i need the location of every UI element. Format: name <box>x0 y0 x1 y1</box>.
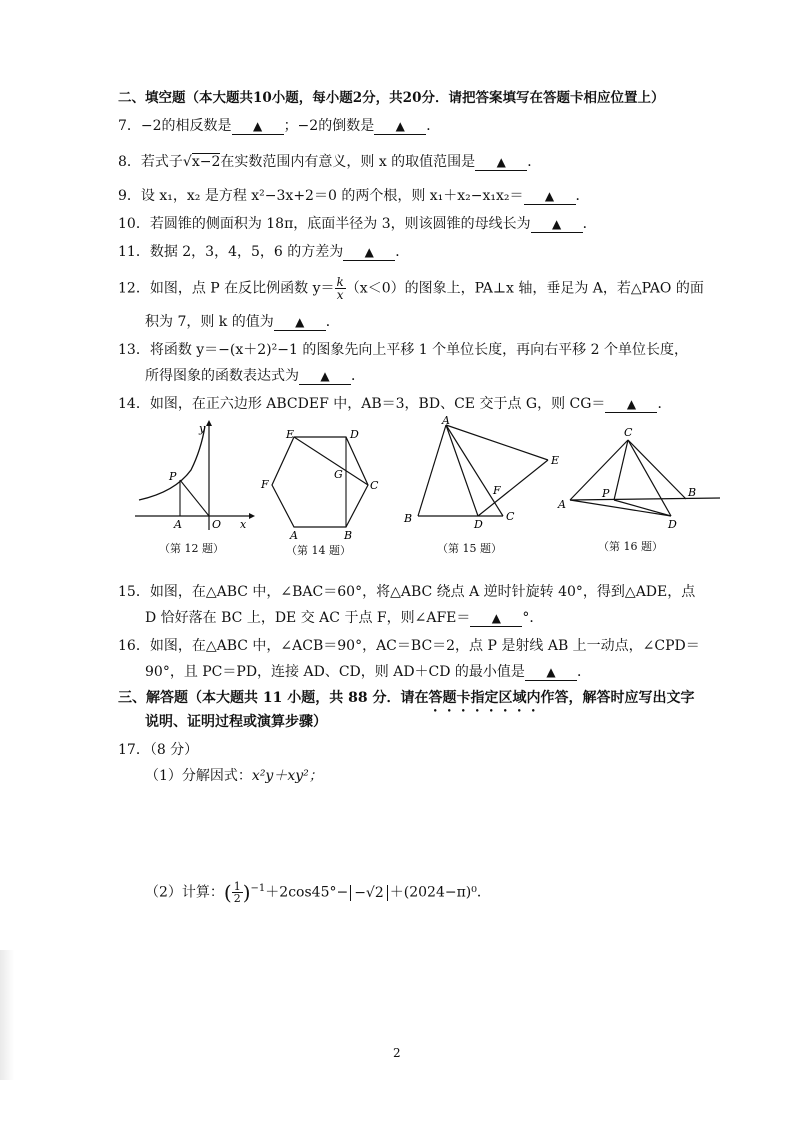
q16-end: ． <box>576 664 591 680</box>
figure-14 <box>258 428 388 542</box>
q13-line2-text: 所得图象的函数表达式为 <box>145 368 299 384</box>
q17-part2-rest-a: ＋2cos45°− <box>265 884 349 901</box>
fig14-label-F: F <box>261 478 269 491</box>
q12-line2-text: 积为 7，则 k 的值为 <box>145 314 274 330</box>
q13-answer-blank[interactable] <box>299 368 351 385</box>
figure-16-caption: （第 16 题） <box>598 540 663 553</box>
q17-part2-rest-b: ＋(2024−π)⁰． <box>389 884 491 901</box>
fig12-label-x: x <box>240 518 247 531</box>
fig12-label-y: y <box>199 422 206 435</box>
fig14-hexagon <box>272 437 368 527</box>
question-14 <box>118 394 671 414</box>
fig14-label-D: D <box>350 428 359 441</box>
question-17-part2 <box>145 876 491 906</box>
fig12-label-O: O <box>212 518 222 531</box>
q9-text: 设 x₁，x₂ 是方程 x²−3x+2＝0 的两个根，则 x₁＋x₂−x₁x₂＝ <box>140 188 524 204</box>
close-paren-icon: ) <box>242 880 251 905</box>
q17-half-fraction <box>232 881 243 904</box>
q15-answer-blank[interactable] <box>470 610 522 627</box>
q11-answer-blank[interactable] <box>343 244 395 261</box>
fig15-label-C: C <box>506 510 515 523</box>
q15-line1-text: 如图，在△ABC 中，∠BAC＝60°，将△ABC 绕点 A 逆时针旋转 40°，得到△ADE，点 <box>149 584 696 600</box>
fig12-hyperbola-curve <box>139 426 205 500</box>
fig12-y-arrow-icon <box>206 420 212 426</box>
q7-text-b: ；−2的倒数是 <box>283 118 375 134</box>
fig14-label-B: B <box>344 529 353 542</box>
q8-radicand: x−2 <box>191 154 221 170</box>
q10-end: ． <box>582 216 597 232</box>
q8-number: 8． <box>118 154 141 170</box>
fig14-label-E: E <box>286 428 295 441</box>
q10-number: 10． <box>118 216 150 232</box>
question-15-line2 <box>145 608 543 628</box>
fig16-ray-AB <box>570 498 720 500</box>
q8-answer-blank[interactable] <box>475 154 527 171</box>
section3-heading-a: 三、解答题（本大题共 11 小题，共 88 分．请在 <box>118 690 429 706</box>
q14-number: 14． <box>118 396 150 412</box>
answer-triangle-icon: ▲ <box>320 369 330 383</box>
q14-text: 如图，在正六边形 ABCDEF 中，AB＝3，BD、CE 交于点 G，则 CG＝ <box>149 396 606 412</box>
q7-answer-blank-2[interactable] <box>374 118 426 135</box>
fig15-label-A: A <box>442 414 450 427</box>
q10-text: 若圆锥的侧面积为 18π，底面半径为 3，则该圆锥的母线长为 <box>149 216 531 232</box>
q9-end: ． <box>575 188 590 204</box>
fig16-segment-AC <box>570 440 628 500</box>
answer-triangle-icon: ▲ <box>252 119 263 133</box>
question-12-line2 <box>145 312 340 332</box>
question-7 <box>118 116 440 136</box>
sqrt-sign-icon: √ <box>182 154 192 170</box>
q12-number: 12． <box>118 280 150 297</box>
q17-absolute-value: −√2 <box>350 885 388 901</box>
page-number: 2 <box>393 1046 401 1060</box>
question-9 <box>118 186 590 206</box>
question-10 <box>118 214 597 234</box>
q15-number: 15． <box>118 584 150 600</box>
fig14-label-C: C <box>370 479 379 492</box>
q10-answer-blank[interactable] <box>531 216 583 233</box>
q12-text-a: 如图，点 P 在反比例函数 y＝ <box>149 280 335 297</box>
fig16-segment-CP <box>614 440 628 500</box>
section3-heading-emphasis: 答题卡指定区域内 <box>428 690 541 706</box>
question-12-line1 <box>118 276 704 301</box>
q14-end: ． <box>657 396 672 412</box>
fig15-label-B: B <box>404 512 413 525</box>
q16-line2-text: 90°，且 PC＝PD，连接 AD、CD，则 AD＋CD 的最小值是 <box>145 664 525 680</box>
fig15-label-F: F <box>493 484 501 497</box>
q13-line1-text: 将函数 y＝−(x＋2)²−1 的图象先向上平移 1 个单位长度，再向右平移 2 个单位长度， <box>149 342 688 358</box>
question-13-line2 <box>145 366 365 386</box>
q17-exponent: −1 <box>250 883 266 894</box>
q14-answer-blank[interactable] <box>605 396 657 413</box>
answer-triangle-icon: ▲ <box>395 119 405 133</box>
q12-text-b: （x＜0）的图象上，PA⊥x 轴，垂足为 A，若△PAO 的面 <box>345 280 704 297</box>
fig12-label-P: P <box>169 470 177 483</box>
question-11 <box>118 242 409 262</box>
section3-heading-b: 作答，解答时应写出文字 <box>540 690 695 706</box>
fig15-label-D: D <box>474 518 483 531</box>
q13-number: 13． <box>118 342 150 358</box>
q17-part1-expression: x²y＋xy²； <box>251 768 323 784</box>
fig12-label-A: A <box>174 518 182 531</box>
q12-fraction-denominator: x <box>336 288 344 302</box>
open-paren-icon: ( <box>223 880 232 905</box>
q17-part1-label: （1）分解因式： <box>145 768 252 784</box>
q16-line1-text: 如图，在△ABC 中，∠ACB＝90°，AC＝BC＝2，点 P 是射线 AB 上一动点，∠CPD＝ <box>149 638 700 654</box>
figure-15-caption: （第 15 题） <box>437 542 502 555</box>
q12-fraction <box>335 276 346 301</box>
figure-16 <box>556 424 722 534</box>
q8-end: ． <box>527 154 542 170</box>
q11-text: 数据 2，3，4，5，6 的方差为 <box>149 244 344 260</box>
answer-triangle-icon: ▲ <box>295 315 305 329</box>
q17-fraction-denominator: 2 <box>233 892 241 906</box>
fig15-segment-AE <box>446 425 548 460</box>
q13-end: ． <box>351 368 365 384</box>
section3-heading-line2: 说明、证明过程或演算步骤） <box>145 714 327 730</box>
question-15-line1 <box>118 582 695 602</box>
q7-answer-blank-1[interactable] <box>232 118 284 135</box>
figure-12-caption: （第 12 题） <box>159 542 224 555</box>
question-13-line1 <box>118 340 688 360</box>
question-16-line2 <box>145 662 591 682</box>
fig16-label-D: D <box>668 518 677 531</box>
fig16-label-B: B <box>688 486 697 499</box>
question-17-header: 17．（8 分） <box>118 742 199 758</box>
q12-fraction-numerator: k <box>336 275 344 289</box>
figure-14-caption: （第 14 题） <box>286 544 351 557</box>
question-8 <box>118 152 541 172</box>
q12-answer-blank[interactable] <box>274 314 326 331</box>
answer-triangle-icon: ▲ <box>552 217 562 231</box>
fig14-label-A: A <box>290 529 298 542</box>
fig16-label-P: P <box>602 487 610 500</box>
section3-heading-line1 <box>118 688 694 715</box>
fig16-label-A: A <box>558 498 566 511</box>
question-16-line1 <box>118 636 700 656</box>
answer-triangle-icon: ▲ <box>626 397 637 411</box>
q7-text-a: −2的相反数是 <box>140 118 232 134</box>
answer-triangle-icon: ▲ <box>364 245 374 259</box>
q16-answer-blank[interactable] <box>525 664 577 681</box>
scan-edge-shadow <box>0 950 14 1080</box>
fig15-segment-DE <box>478 460 548 516</box>
fig15-label-E: E <box>551 454 560 467</box>
q15-line2-text: D 恰好落在 BC 上，DE 交 AC 于点 F，则∠AFE＝ <box>145 610 471 626</box>
fig16-label-C: C <box>624 426 633 439</box>
q17-part2-label: （2）计算： <box>145 884 224 901</box>
q7-end: ． <box>426 118 441 134</box>
fig12-segment-PO <box>180 480 209 516</box>
q9-answer-blank[interactable] <box>524 188 576 205</box>
q17-fraction-numerator: 1 <box>233 880 241 894</box>
fig15-segment-AB <box>418 425 446 516</box>
figure-12 <box>135 420 255 532</box>
q11-end: ． <box>395 244 410 260</box>
q7-number: 7． <box>118 118 141 134</box>
answer-triangle-icon: ▲ <box>544 189 555 203</box>
question-17-part1 <box>145 766 323 786</box>
answer-triangle-icon: ▲ <box>496 155 506 169</box>
q8-text-b: 在实数范围内有意义，则 x 的取值范围是 <box>220 154 476 170</box>
fig15-segment-AD <box>446 425 478 516</box>
answer-triangle-icon: ▲ <box>491 611 501 625</box>
fig12-x-arrow-icon <box>249 513 255 519</box>
q11-number: 11． <box>118 244 150 260</box>
q15-end: °． <box>522 610 544 626</box>
figure-15 <box>398 412 566 532</box>
q16-number: 16． <box>118 638 150 654</box>
q9-number: 9． <box>118 188 141 204</box>
answer-triangle-icon: ▲ <box>546 665 556 679</box>
section2-heading: 二、填空题（本大题共10小题，每小题2分，共20分．请把答案填写在答题卡相应位置上） <box>118 90 665 106</box>
fig14-label-G: G <box>334 468 343 481</box>
q8-text-a: 若式子 <box>140 154 183 170</box>
q12-end: ． <box>325 314 340 330</box>
